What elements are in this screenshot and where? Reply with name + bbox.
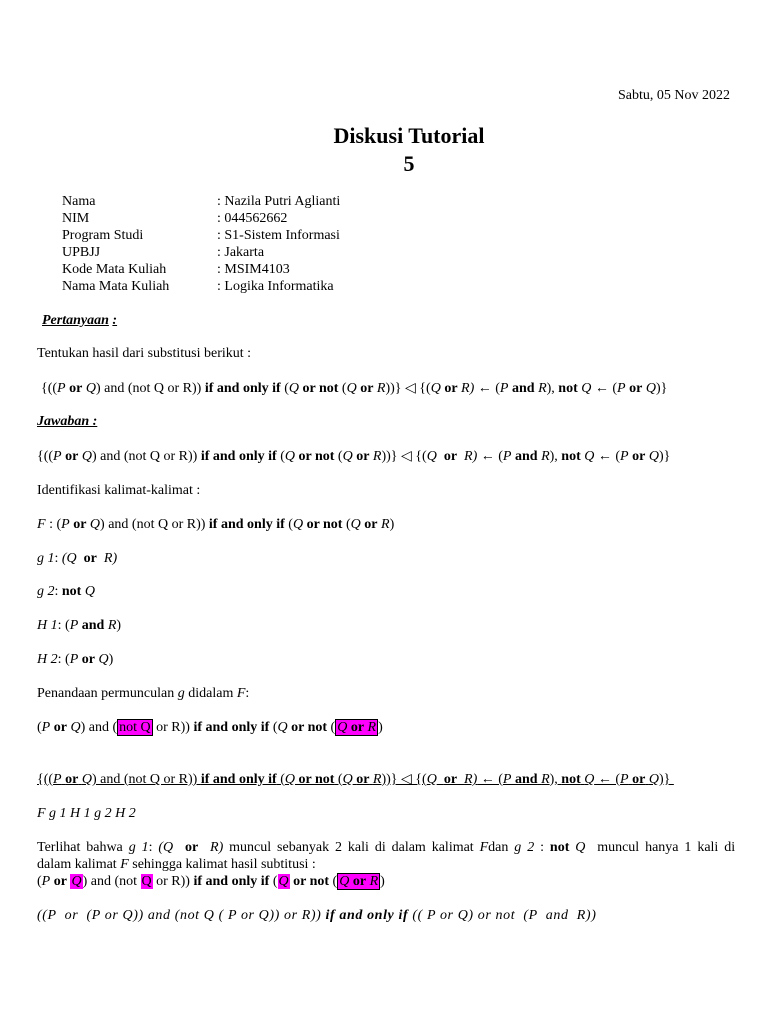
H2-definition: H 2: (P or Q) [37, 652, 114, 667]
underlined-expression: {((P or Q) and (not Q or R)) if and only if (Q or not (Q or R))} ◁ {(Q or R) ← (P and R), not Q ← (P or Q)} [37, 772, 674, 787]
penandaan-heading: Penandaan permunculan g didalam F: [37, 686, 250, 701]
document-page [37, 0, 737, 1024]
info-label: Program Studi [62, 228, 144, 243]
terlihat-line-1: Terlihat bahwa g 1: (Q or R) muncul sebanyak 2 kali di dalam kalimat Fdan g 2 : not Q muncul hanya 1 kali di [37, 840, 736, 855]
info-row [62, 261, 340, 278]
info-label: NIM [62, 211, 90, 226]
g2-definition: g 2: not Q [37, 584, 95, 599]
pertanyaan-heading: Pertanyaan : [42, 313, 118, 328]
info-label: UPBJJ [62, 245, 101, 260]
jawaban-expression: {((P or Q) and (not Q or R)) if and only if (Q or not (Q or R))} ◁ {(Q or R) ← (P and R), not Q ← (P or Q)} [37, 449, 671, 464]
info-value: : Jakarta [217, 245, 265, 260]
info-value: : Nazila Putri Aglianti [217, 194, 341, 209]
pertanyaan-intro: Tentukan hasil dari substitusi berikut : [37, 346, 252, 361]
F-definition: F : (P or Q) and (not Q or R)) if and only if (Q or not (Q or R) [37, 517, 395, 532]
info-label: Nama [62, 194, 96, 209]
H1-definition: H 1: (P and R) [37, 618, 122, 633]
info-label: Nama Mata Kuliah [62, 279, 170, 294]
marked-expression: (P or Q) and ( not Q or R)) if and only if (Q or not ( Q or R ) [37, 720, 383, 735]
substitution-expression: {((P or Q) and (not Q or R)) if and only if (Q or not (Q or R))} ◁ {(Q or R) ← (P and R), not Q ← (P or Q)} [41, 381, 668, 396]
g1-definition: g 1: (Q or R) [37, 551, 118, 566]
document-date: Sabtu, 05 Nov 2022 [618, 88, 730, 103]
info-row [62, 210, 340, 227]
info-value: : S1-Sistem Informasi [217, 228, 340, 243]
info-value: : MSIM4103 [217, 262, 290, 277]
terlihat-line-2: dalam kalimat F sehingga kalimat hasil subtitusi : [37, 857, 316, 872]
identifikasi-heading: Identifikasi kalimat-kalimat : [37, 483, 201, 498]
document-title: Diskusi Tutorial [333, 123, 485, 148]
info-value: : 044562662 [217, 211, 288, 226]
info-row [62, 193, 340, 210]
final-result: ((P or (P or Q)) and (not Q ( P or Q)) or R)) if and only if (( P or Q) or not (P and R)) [37, 908, 597, 923]
info-row [62, 278, 340, 295]
info-row [62, 244, 340, 261]
info-row [62, 227, 340, 244]
occurrence-sequence: F g 1 H 1 g 2 H 2 [37, 806, 136, 821]
info-value: : Logika Informatika [217, 279, 334, 294]
info-label: Kode Mata Kuliah [62, 262, 167, 277]
result-marked-expression: (P or Q) and (not Q or R)) if and only if (Q or not ( Q or R ) [37, 874, 385, 889]
student-info [62, 193, 340, 295]
document-title-number: 5 [403, 151, 415, 176]
jawaban-heading: Jawaban : [37, 414, 98, 429]
